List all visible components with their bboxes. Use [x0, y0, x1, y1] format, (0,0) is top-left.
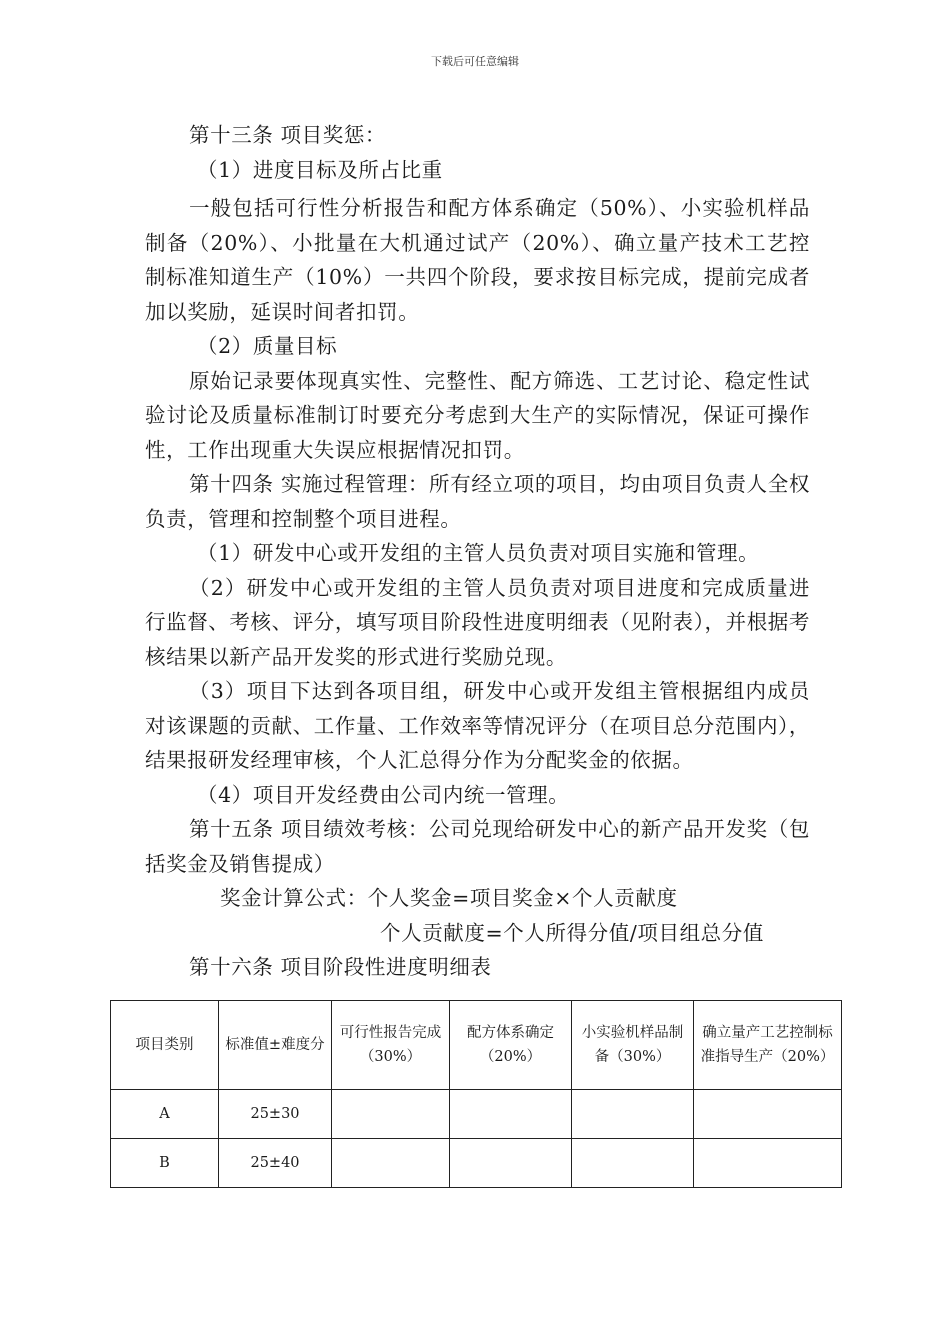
table-cell	[572, 1139, 694, 1188]
table-row	[111, 1139, 842, 1188]
table-cell: 25±30	[219, 1090, 332, 1139]
header-cell-formula: 配方体系确定（20%）	[450, 1001, 572, 1090]
document-body	[145, 118, 810, 985]
table-row	[111, 1090, 842, 1139]
article-14-item-4: （4）项目开发经费由公司内统一管理。	[197, 782, 570, 807]
table-cell	[572, 1090, 694, 1139]
progress-goal-text: 一般包括可行性分析报告和配方体系确定（50%）、小实验机样品制备（20%）、小批量在大机通过试产（20%）、确立量产技术工艺控制标准知道生产（10%）一共四个阶段，要求按目标完成，提前完成者加以奖励，延误时间者扣罚。	[145, 196, 810, 324]
article-14-item-2: （2）研发中心或开发组的主管人员负责对项目进度和完成质量进行监督、考核、评分，填写项目阶段性进度明细表（见附表），并根据考核结果以新产品开发奖的形式进行奖励兑现。	[145, 575, 810, 669]
table-cell: 25±40	[219, 1139, 332, 1188]
table-cell	[450, 1090, 572, 1139]
header-cell-category: 项目类别	[111, 1001, 219, 1090]
article-15-text: 第十五条 项目绩效考核：公司兑现给研发中心的新产品开发奖（包括奖金及销售提成）	[145, 817, 810, 876]
page-header: 下载后可任意编辑	[431, 55, 519, 68]
table-cell: B	[111, 1139, 219, 1188]
header-cell-production: 确立量产工艺控制标准指导生产（20%）	[694, 1001, 842, 1090]
progress-detail-table	[110, 1000, 842, 1188]
table-header-row	[111, 1001, 842, 1090]
article-14-text: 第十四条 实施过程管理：所有经立项的项目，均由项目负责人全权负责，管理和控制整个项目进程。	[145, 472, 810, 531]
contribution-formula: 个人贡献度=个人所得分值/项目组总分值	[380, 920, 764, 945]
quality-goal-text: 原始记录要体现真实性、完整性、配方筛选、工艺讨论、稳定性试验讨论及质量标准制订时要充分考虑到大生产的实际情况，保证可操作性，工作出现重大失误应根据情况扣罚。	[145, 368, 810, 462]
table-cell	[694, 1090, 842, 1139]
table-cell	[694, 1139, 842, 1188]
article-14-item-1: （1）研发中心或开发组的主管人员负责对项目实施和管理。	[197, 541, 760, 565]
item-progress-goal: （1）进度目标及所占比重	[197, 157, 443, 182]
header-cell-sample: 小实验机样品制备（30%）	[572, 1001, 694, 1090]
table-cell	[450, 1139, 572, 1188]
table-cell	[332, 1090, 450, 1139]
table-cell	[332, 1139, 450, 1188]
article-13-title: 第十三条 项目奖惩：	[189, 123, 387, 147]
article-14-item-3: （3）项目下达到各项目组，研发中心或开发组主管根据组内成员对该课题的贡献、工作量、工作效率等情况评分（在项目总分范围内），结果报研发经理审核，个人汇总得分作为分配奖金的依据。	[145, 679, 810, 772]
article-16-title: 第十六条 项目阶段性进度明细表	[189, 955, 492, 979]
bonus-formula: 奖金计算公式：个人奖金=项目奖金×个人贡献度	[220, 886, 678, 910]
item-quality-goal: （2）质量目标	[197, 334, 338, 358]
header-cell-standard: 标准值±难度分	[219, 1001, 332, 1090]
header-cell-feasibility: 可行性报告完成（30%）	[332, 1001, 450, 1090]
table-cell: A	[111, 1090, 219, 1139]
